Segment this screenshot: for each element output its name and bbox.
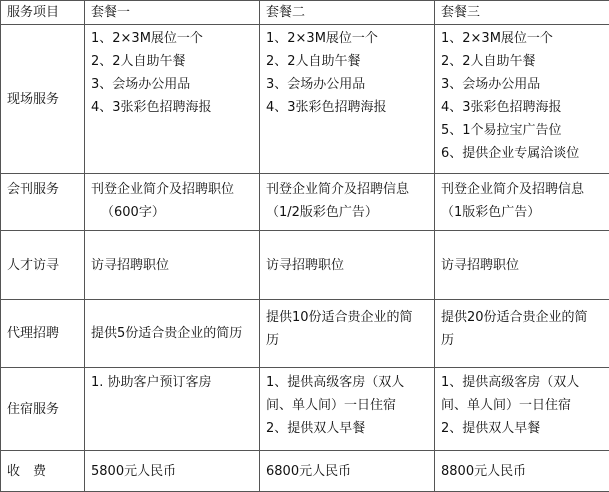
cell-package-2: 访寻招聘职位 <box>260 231 435 300</box>
header-package-3: 套餐三 <box>435 1 609 25</box>
cell-package-1: 5800元人民币 <box>85 451 260 492</box>
cell-package-3 <box>435 25 609 174</box>
row-talent-search <box>1 231 609 300</box>
row-label: 住宿服务 <box>1 368 85 451</box>
cell-package-3: 8800元人民币 <box>435 451 609 492</box>
header-package-2: 套餐二 <box>260 1 435 25</box>
header-row <box>1 1 609 25</box>
cell-text: 历 <box>266 329 434 352</box>
row-label: 会刊服务 <box>1 174 85 231</box>
cell-text: 历 <box>441 329 609 352</box>
cell-text: 提供20份适合贵企业的简 <box>441 306 609 329</box>
cell-package-3: 访寻招聘职位 <box>435 231 609 300</box>
row-label: 人才访寻 <box>1 231 85 300</box>
cell-text: （1/2版彩色广告） <box>266 201 434 224</box>
cell-package-1: 1. 协助客户预订客房 <box>85 368 260 451</box>
list-item: 3、会场办公用品 <box>91 73 259 96</box>
cell-package-1: 访寻招聘职位 <box>85 231 260 300</box>
header-package-1: 套餐一 <box>85 1 260 25</box>
cell-package-3 <box>435 174 609 231</box>
list-item: 1、2×3M展位一个 <box>91 27 259 50</box>
cell-text: 2、提供双人早餐 <box>441 417 609 440</box>
row-label: 代理招聘 <box>1 300 85 368</box>
cell-text: 刊登企业简介及招聘信息 <box>441 178 609 201</box>
list-item: 4、3张彩色招聘海报 <box>91 96 259 119</box>
cell-text: 间、单人间）一日住宿 <box>441 394 609 417</box>
cell-text: 间、单人间）一日住宿 <box>266 394 434 417</box>
row-label: 收 费 <box>1 451 85 492</box>
list-item: 4、3张彩色招聘海报 <box>266 96 434 119</box>
header-service-item: 服务项目 <box>1 1 85 25</box>
row-fee <box>1 451 609 492</box>
row-label: 现场服务 <box>1 25 85 174</box>
cell-text: 提供10份适合贵企业的简 <box>266 306 434 329</box>
cell-text: （600字） <box>91 201 259 224</box>
cell-text: 1、提供高级客房（双人 <box>266 371 434 394</box>
cell-package-1 <box>85 174 260 231</box>
cell-text: 刊登企业简介及招聘职位 <box>91 178 259 201</box>
cell-package-3 <box>435 368 609 451</box>
row-agency-recruiting <box>1 300 609 368</box>
cell-package-1: 提供5份适合贵企业的简历 <box>85 300 260 368</box>
cell-package-2 <box>260 174 435 231</box>
list-item: 2、2人自助午餐 <box>91 50 259 73</box>
row-journal-service <box>1 174 609 231</box>
list-item: 3、会场办公用品 <box>266 73 434 96</box>
list-item: 6、提供企业专属洽谈位 <box>441 142 609 165</box>
cell-package-2 <box>260 368 435 451</box>
row-onsite-service <box>1 25 609 174</box>
list-item: 2、2人自助午餐 <box>266 50 434 73</box>
cell-package-3 <box>435 300 609 368</box>
list-item: 1、2×3M展位一个 <box>266 27 434 50</box>
cell-package-2: 6800元人民币 <box>260 451 435 492</box>
cell-package-1 <box>85 25 260 174</box>
cell-text: 2、提供双人早餐 <box>266 417 434 440</box>
list-item: 5、1个易拉宝广告位 <box>441 119 609 142</box>
cell-text: 刊登企业简介及招聘信息 <box>266 178 434 201</box>
list-item: 3、会场办公用品 <box>441 73 609 96</box>
row-lodging-service <box>1 368 609 451</box>
list-item: 2、2人自助午餐 <box>441 50 609 73</box>
cell-text: 1、提供高级客房（双人 <box>441 371 609 394</box>
cell-package-2 <box>260 300 435 368</box>
list-item: 4、3张彩色招聘海报 <box>441 96 609 119</box>
cell-text: （1版彩色广告） <box>441 201 609 224</box>
cell-package-2 <box>260 25 435 174</box>
list-item: 1、2×3M展位一个 <box>441 27 609 50</box>
